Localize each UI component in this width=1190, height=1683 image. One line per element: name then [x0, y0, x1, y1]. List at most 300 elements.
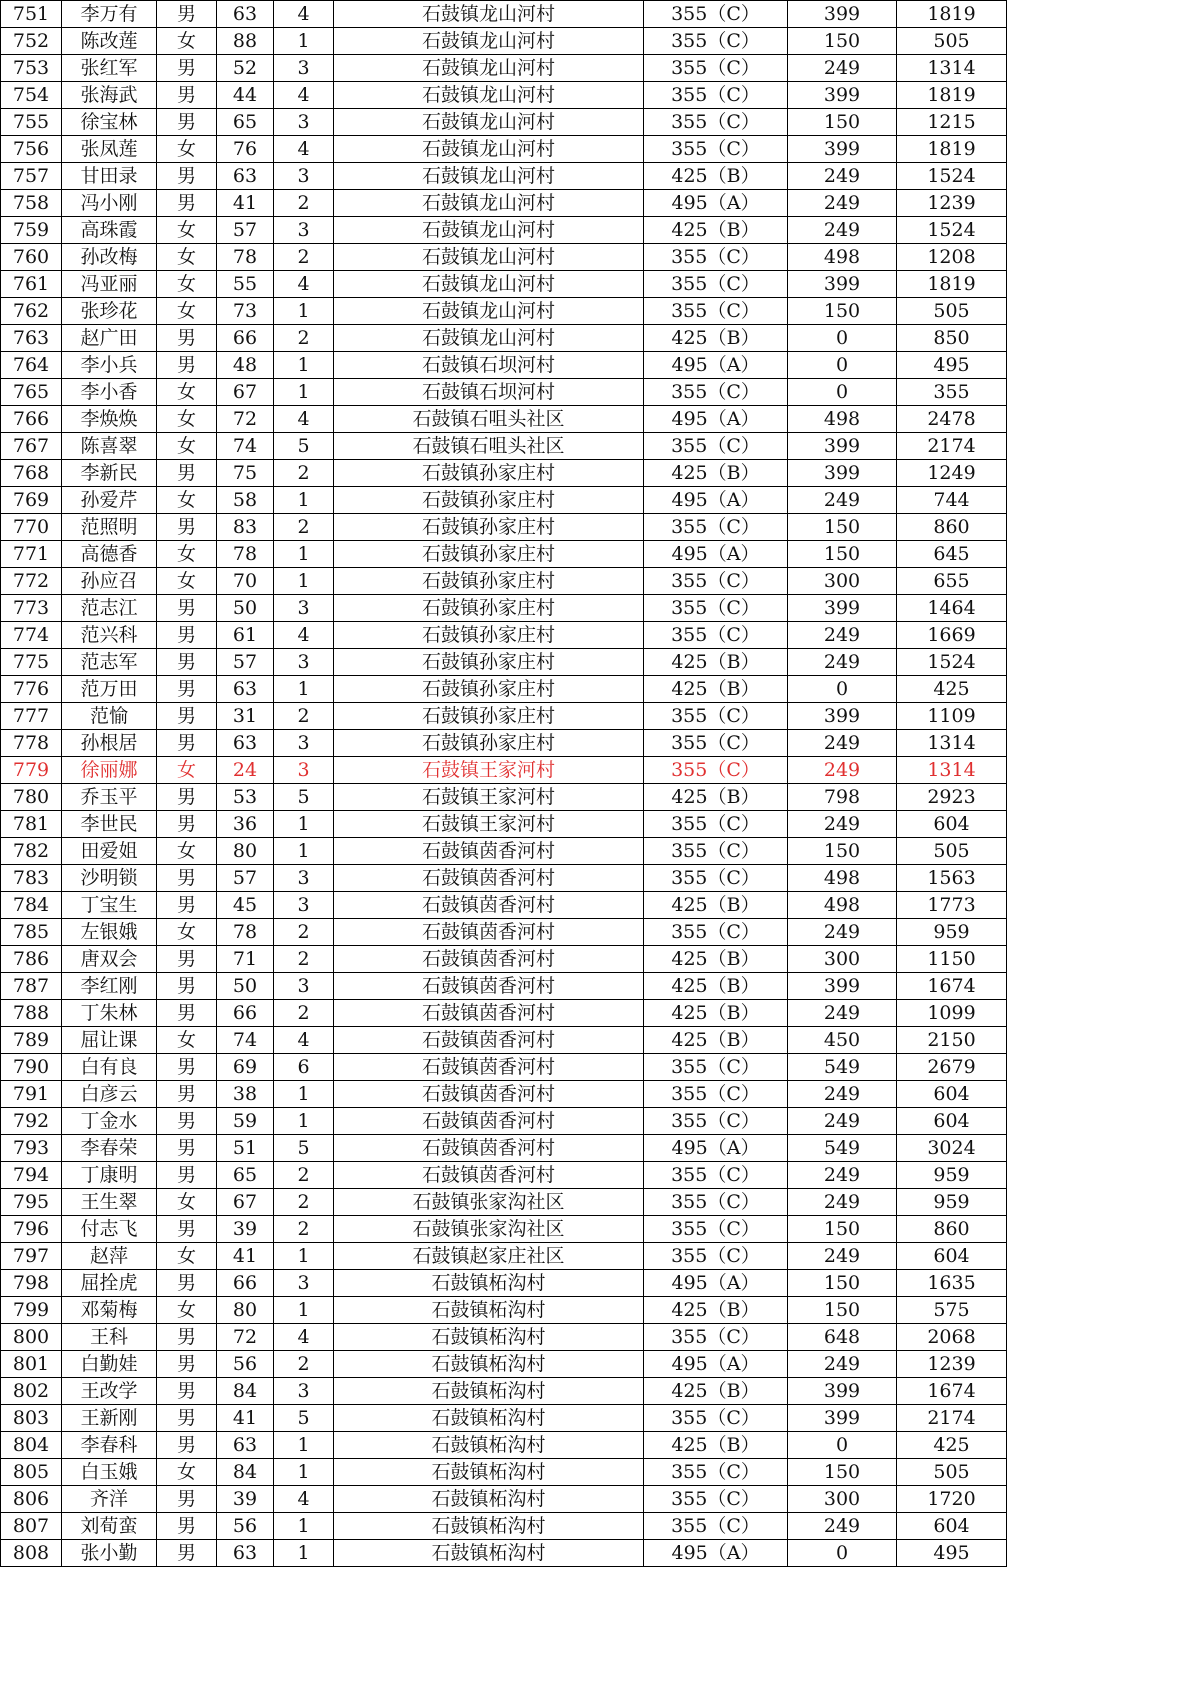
cell-name: 孙改梅 [62, 244, 157, 271]
cell-row-number: 771 [1, 541, 62, 568]
cell-age: 65 [217, 109, 274, 136]
cell-household-size: 4 [274, 271, 334, 298]
cell-total-amount: 505 [897, 298, 1007, 325]
cell-gender: 女 [157, 244, 217, 271]
cell-gender: 男 [157, 784, 217, 811]
cell-standard-category: 425（B） [644, 649, 788, 676]
cell-row-number: 793 [1, 1135, 62, 1162]
cell-total-amount: 1215 [897, 109, 1007, 136]
cell-gender: 男 [157, 1432, 217, 1459]
cell-gender: 女 [157, 838, 217, 865]
cell-standard-category: 425（B） [644, 1000, 788, 1027]
cell-row-number: 777 [1, 703, 62, 730]
cell-subsidy: 249 [788, 811, 897, 838]
cell-household-size: 2 [274, 514, 334, 541]
cell-total-amount: 2679 [897, 1054, 1007, 1081]
cell-age: 63 [217, 676, 274, 703]
cell-household-size: 1 [274, 811, 334, 838]
cell-total-amount: 1674 [897, 973, 1007, 1000]
cell-row-number: 770 [1, 514, 62, 541]
cell-household-size: 4 [274, 1324, 334, 1351]
cell-gender: 男 [157, 892, 217, 919]
cell-total-amount: 505 [897, 838, 1007, 865]
cell-village: 石鼓镇龙山河村 [334, 190, 644, 217]
cell-gender: 女 [157, 28, 217, 55]
cell-total-amount: 1239 [897, 190, 1007, 217]
cell-total-amount: 425 [897, 676, 1007, 703]
cell-gender: 男 [157, 1054, 217, 1081]
cell-village: 石鼓镇龙山河村 [334, 136, 644, 163]
cell-household-size: 4 [274, 1, 334, 28]
cell-subsidy: 150 [788, 1297, 897, 1324]
cell-gender: 男 [157, 325, 217, 352]
cell-subsidy: 249 [788, 55, 897, 82]
cell-name: 付志飞 [62, 1216, 157, 1243]
cell-village: 石鼓镇龙山河村 [334, 298, 644, 325]
cell-subsidy: 249 [788, 190, 897, 217]
cell-row-number: 751 [1, 1, 62, 28]
cell-name: 冯亚丽 [62, 271, 157, 298]
cell-total-amount: 2478 [897, 406, 1007, 433]
cell-household-size: 1 [274, 379, 334, 406]
cell-subsidy: 399 [788, 433, 897, 460]
cell-gender: 男 [157, 460, 217, 487]
cell-gender: 女 [157, 1189, 217, 1216]
cell-total-amount: 495 [897, 352, 1007, 379]
table-row [1, 406, 1007, 433]
cell-village: 石鼓镇茵香河村 [334, 1000, 644, 1027]
table-row [1, 1, 1007, 28]
cell-row-number: 795 [1, 1189, 62, 1216]
cell-name: 范愉 [62, 703, 157, 730]
cell-village: 石鼓镇柘沟村 [334, 1513, 644, 1540]
table-row [1, 55, 1007, 82]
cell-total-amount: 1208 [897, 244, 1007, 271]
cell-row-number: 767 [1, 433, 62, 460]
cell-age: 57 [217, 217, 274, 244]
cell-age: 66 [217, 325, 274, 352]
cell-household-size: 4 [274, 1027, 334, 1054]
cell-village: 石鼓镇张家沟社区 [334, 1216, 644, 1243]
cell-standard-category: 425（B） [644, 784, 788, 811]
cell-name: 高珠霞 [62, 217, 157, 244]
cell-village: 石鼓镇茵香河村 [334, 1108, 644, 1135]
cell-total-amount: 2923 [897, 784, 1007, 811]
cell-row-number: 789 [1, 1027, 62, 1054]
cell-name: 冯小刚 [62, 190, 157, 217]
cell-standard-category: 355（C） [644, 622, 788, 649]
cell-household-size: 1 [274, 487, 334, 514]
cell-subsidy: 249 [788, 1081, 897, 1108]
cell-name: 孙应召 [62, 568, 157, 595]
cell-household-size: 4 [274, 622, 334, 649]
cell-standard-category: 425（B） [644, 1297, 788, 1324]
cell-subsidy: 0 [788, 352, 897, 379]
cell-name: 范志江 [62, 595, 157, 622]
table-row [1, 1486, 1007, 1513]
cell-age: 84 [217, 1459, 274, 1486]
cell-gender: 男 [157, 865, 217, 892]
cell-age: 31 [217, 703, 274, 730]
cell-village: 石鼓镇王家河村 [334, 784, 644, 811]
cell-total-amount: 1099 [897, 1000, 1007, 1027]
cell-subsidy: 0 [788, 676, 897, 703]
cell-age: 57 [217, 865, 274, 892]
cell-name: 徐丽娜 [62, 757, 157, 784]
table-row [1, 865, 1007, 892]
cell-subsidy: 150 [788, 1270, 897, 1297]
cell-subsidy: 498 [788, 244, 897, 271]
cell-gender: 女 [157, 379, 217, 406]
cell-row-number: 759 [1, 217, 62, 244]
table-row [1, 514, 1007, 541]
cell-total-amount: 1314 [897, 757, 1007, 784]
cell-village: 石鼓镇龙山河村 [334, 82, 644, 109]
table-row [1, 703, 1007, 730]
cell-subsidy: 798 [788, 784, 897, 811]
cell-row-number: 753 [1, 55, 62, 82]
cell-standard-category: 355（C） [644, 433, 788, 460]
cell-name: 丁宝生 [62, 892, 157, 919]
cell-standard-category: 355（C） [644, 1, 788, 28]
cell-total-amount: 1819 [897, 136, 1007, 163]
table-row [1, 1405, 1007, 1432]
cell-subsidy: 300 [788, 1486, 897, 1513]
cell-row-number: 801 [1, 1351, 62, 1378]
cell-row-number: 782 [1, 838, 62, 865]
cell-name: 沙明锁 [62, 865, 157, 892]
table-row [1, 487, 1007, 514]
cell-name: 丁康明 [62, 1162, 157, 1189]
cell-name: 王新刚 [62, 1405, 157, 1432]
cell-village: 石鼓镇龙山河村 [334, 217, 644, 244]
cell-name: 王生翠 [62, 1189, 157, 1216]
cell-standard-category: 495（A） [644, 190, 788, 217]
cell-name: 屈让课 [62, 1027, 157, 1054]
cell-gender: 男 [157, 190, 217, 217]
cell-standard-category: 425（B） [644, 1378, 788, 1405]
cell-village: 石鼓镇孙家庄村 [334, 649, 644, 676]
table-row [1, 1108, 1007, 1135]
cell-age: 84 [217, 1378, 274, 1405]
cell-standard-category: 355（C） [644, 244, 788, 271]
table-row [1, 541, 1007, 568]
table-row [1, 568, 1007, 595]
cell-gender: 男 [157, 703, 217, 730]
cell-household-size: 3 [274, 649, 334, 676]
cell-gender: 男 [157, 595, 217, 622]
cell-name: 左银娥 [62, 919, 157, 946]
cell-standard-category: 355（C） [644, 136, 788, 163]
cell-age: 73 [217, 298, 274, 325]
table-row [1, 1432, 1007, 1459]
cell-standard-category: 355（C） [644, 1216, 788, 1243]
table-row [1, 784, 1007, 811]
cell-gender: 女 [157, 298, 217, 325]
cell-age: 55 [217, 271, 274, 298]
cell-total-amount: 604 [897, 1081, 1007, 1108]
cell-row-number: 786 [1, 946, 62, 973]
cell-row-number: 768 [1, 460, 62, 487]
cell-household-size: 5 [274, 433, 334, 460]
cell-village: 石鼓镇柘沟村 [334, 1432, 644, 1459]
cell-household-size: 5 [274, 1135, 334, 1162]
table-row [1, 1351, 1007, 1378]
cell-gender: 男 [157, 1216, 217, 1243]
cell-row-number: 761 [1, 271, 62, 298]
cell-household-size: 3 [274, 163, 334, 190]
cell-standard-category: 355（C） [644, 1108, 788, 1135]
cell-household-size: 2 [274, 460, 334, 487]
cell-household-size: 1 [274, 1297, 334, 1324]
cell-total-amount: 1150 [897, 946, 1007, 973]
cell-total-amount: 2068 [897, 1324, 1007, 1351]
cell-total-amount: 1249 [897, 460, 1007, 487]
cell-subsidy: 399 [788, 1378, 897, 1405]
cell-household-size: 3 [274, 1378, 334, 1405]
cell-total-amount: 2174 [897, 1405, 1007, 1432]
table-row [1, 730, 1007, 757]
cell-subsidy: 249 [788, 919, 897, 946]
cell-gender: 女 [157, 406, 217, 433]
cell-total-amount: 1563 [897, 865, 1007, 892]
cell-village: 石鼓镇龙山河村 [334, 271, 644, 298]
cell-age: 74 [217, 1027, 274, 1054]
table-row [1, 460, 1007, 487]
cell-total-amount: 1239 [897, 1351, 1007, 1378]
cell-age: 74 [217, 433, 274, 460]
cell-village: 石鼓镇石咀头社区 [334, 433, 644, 460]
table-row [1, 1324, 1007, 1351]
cell-gender: 男 [157, 1513, 217, 1540]
table-row [1, 136, 1007, 163]
cell-village: 石鼓镇茵香河村 [334, 973, 644, 1000]
cell-row-number: 800 [1, 1324, 62, 1351]
cell-total-amount: 495 [897, 1540, 1007, 1567]
table-row [1, 1297, 1007, 1324]
cell-subsidy: 150 [788, 514, 897, 541]
cell-gender: 男 [157, 1540, 217, 1567]
cell-name: 赵萍 [62, 1243, 157, 1270]
cell-village: 石鼓镇龙山河村 [334, 163, 644, 190]
cell-standard-category: 495（A） [644, 1135, 788, 1162]
cell-village: 石鼓镇龙山河村 [334, 109, 644, 136]
cell-subsidy: 249 [788, 487, 897, 514]
cell-age: 65 [217, 1162, 274, 1189]
cell-subsidy: 0 [788, 379, 897, 406]
cell-gender: 男 [157, 109, 217, 136]
cell-row-number: 778 [1, 730, 62, 757]
cell-gender: 女 [157, 217, 217, 244]
cell-subsidy: 0 [788, 1432, 897, 1459]
cell-village: 石鼓镇茵香河村 [334, 1027, 644, 1054]
cell-total-amount: 1314 [897, 55, 1007, 82]
cell-age: 59 [217, 1108, 274, 1135]
cell-row-number: 765 [1, 379, 62, 406]
cell-gender: 男 [157, 1486, 217, 1513]
cell-village: 石鼓镇孙家庄村 [334, 703, 644, 730]
cell-row-number: 779 [1, 757, 62, 784]
cell-village: 石鼓镇柘沟村 [334, 1486, 644, 1513]
cell-name: 丁金水 [62, 1108, 157, 1135]
cell-household-size: 5 [274, 1405, 334, 1432]
cell-standard-category: 355（C） [644, 1081, 788, 1108]
cell-name: 李春科 [62, 1432, 157, 1459]
cell-standard-category: 425（B） [644, 325, 788, 352]
cell-subsidy: 249 [788, 1513, 897, 1540]
cell-age: 72 [217, 406, 274, 433]
cell-gender: 女 [157, 271, 217, 298]
cell-total-amount: 355 [897, 379, 1007, 406]
cell-row-number: 781 [1, 811, 62, 838]
cell-subsidy: 399 [788, 460, 897, 487]
cell-name: 张红军 [62, 55, 157, 82]
cell-row-number: 757 [1, 163, 62, 190]
cell-age: 39 [217, 1216, 274, 1243]
cell-row-number: 760 [1, 244, 62, 271]
cell-standard-category: 495（A） [644, 1540, 788, 1567]
table-row [1, 217, 1007, 244]
cell-standard-category: 425（B） [644, 946, 788, 973]
cell-standard-category: 355（C） [644, 703, 788, 730]
cell-total-amount: 1524 [897, 163, 1007, 190]
cell-total-amount: 505 [897, 1459, 1007, 1486]
cell-household-size: 2 [274, 919, 334, 946]
cell-gender: 女 [157, 919, 217, 946]
table-row [1, 1216, 1007, 1243]
cell-age: 48 [217, 352, 274, 379]
cell-total-amount: 850 [897, 325, 1007, 352]
cell-total-amount: 1819 [897, 271, 1007, 298]
cell-age: 80 [217, 838, 274, 865]
cell-subsidy: 0 [788, 1540, 897, 1567]
cell-village: 石鼓镇孙家庄村 [334, 568, 644, 595]
cell-gender: 男 [157, 82, 217, 109]
cell-age: 53 [217, 784, 274, 811]
cell-village: 石鼓镇孙家庄村 [334, 487, 644, 514]
cell-age: 78 [217, 541, 274, 568]
cell-subsidy: 399 [788, 595, 897, 622]
cell-total-amount: 604 [897, 1243, 1007, 1270]
table-row [1, 109, 1007, 136]
cell-row-number: 787 [1, 973, 62, 1000]
cell-age: 78 [217, 244, 274, 271]
table-body [1, 1, 1007, 1567]
cell-total-amount: 1819 [897, 82, 1007, 109]
cell-gender: 男 [157, 1000, 217, 1027]
cell-age: 56 [217, 1513, 274, 1540]
cell-household-size: 1 [274, 1243, 334, 1270]
cell-household-size: 1 [274, 568, 334, 595]
cell-age: 39 [217, 1486, 274, 1513]
cell-subsidy: 648 [788, 1324, 897, 1351]
cell-gender: 男 [157, 1081, 217, 1108]
cell-household-size: 4 [274, 136, 334, 163]
table-row [1, 352, 1007, 379]
table-row [1, 1270, 1007, 1297]
cell-household-size: 5 [274, 784, 334, 811]
table-row [1, 433, 1007, 460]
cell-household-size: 1 [274, 1540, 334, 1567]
cell-subsidy: 150 [788, 28, 897, 55]
table-row [1, 379, 1007, 406]
cell-total-amount: 604 [897, 1108, 1007, 1135]
cell-household-size: 1 [274, 1513, 334, 1540]
cell-row-number: 808 [1, 1540, 62, 1567]
cell-village: 石鼓镇柘沟村 [334, 1459, 644, 1486]
cell-name: 赵广田 [62, 325, 157, 352]
cell-name: 刘荀蛮 [62, 1513, 157, 1540]
cell-age: 56 [217, 1351, 274, 1378]
cell-row-number: 775 [1, 649, 62, 676]
cell-village: 石鼓镇孙家庄村 [334, 730, 644, 757]
cell-age: 75 [217, 460, 274, 487]
cell-name: 张凤莲 [62, 136, 157, 163]
cell-subsidy: 399 [788, 271, 897, 298]
cell-total-amount: 860 [897, 514, 1007, 541]
cell-subsidy: 150 [788, 1216, 897, 1243]
cell-gender: 男 [157, 1, 217, 28]
cell-subsidy: 0 [788, 325, 897, 352]
cell-household-size: 6 [274, 1054, 334, 1081]
cell-gender: 女 [157, 487, 217, 514]
cell-name: 白有良 [62, 1054, 157, 1081]
cell-standard-category: 355（C） [644, 568, 788, 595]
cell-gender: 男 [157, 649, 217, 676]
table-row [1, 919, 1007, 946]
cell-village: 石鼓镇王家河村 [334, 757, 644, 784]
cell-gender: 男 [157, 55, 217, 82]
cell-household-size: 1 [274, 352, 334, 379]
cell-name: 范照明 [62, 514, 157, 541]
cell-village: 石鼓镇茵香河村 [334, 1135, 644, 1162]
cell-gender: 女 [157, 433, 217, 460]
cell-subsidy: 399 [788, 973, 897, 1000]
table-row [1, 1162, 1007, 1189]
cell-village: 石鼓镇茵香河村 [334, 1081, 644, 1108]
cell-household-size: 3 [274, 973, 334, 1000]
cell-name: 李焕焕 [62, 406, 157, 433]
cell-name: 李万有 [62, 1, 157, 28]
cell-total-amount: 1819 [897, 1, 1007, 28]
cell-village: 石鼓镇柘沟村 [334, 1351, 644, 1378]
cell-standard-category: 355（C） [644, 55, 788, 82]
cell-total-amount: 959 [897, 919, 1007, 946]
cell-village: 石鼓镇龙山河村 [334, 244, 644, 271]
cell-age: 63 [217, 1540, 274, 1567]
cell-age: 41 [217, 1243, 274, 1270]
table-row [1, 595, 1007, 622]
cell-total-amount: 959 [897, 1162, 1007, 1189]
cell-standard-category: 355（C） [644, 28, 788, 55]
cell-age: 50 [217, 595, 274, 622]
cell-age: 66 [217, 1270, 274, 1297]
cell-gender: 男 [157, 1405, 217, 1432]
cell-household-size: 3 [274, 55, 334, 82]
cell-standard-category: 425（B） [644, 1027, 788, 1054]
cell-subsidy: 249 [788, 757, 897, 784]
table-row [1, 973, 1007, 1000]
cell-standard-category: 355（C） [644, 865, 788, 892]
cell-subsidy: 249 [788, 217, 897, 244]
cell-village: 石鼓镇龙山河村 [334, 28, 644, 55]
cell-age: 80 [217, 1297, 274, 1324]
cell-village: 石鼓镇柘沟村 [334, 1297, 644, 1324]
cell-name: 李世民 [62, 811, 157, 838]
cell-standard-category: 355（C） [644, 1162, 788, 1189]
table-row [1, 1135, 1007, 1162]
cell-name: 李春荣 [62, 1135, 157, 1162]
